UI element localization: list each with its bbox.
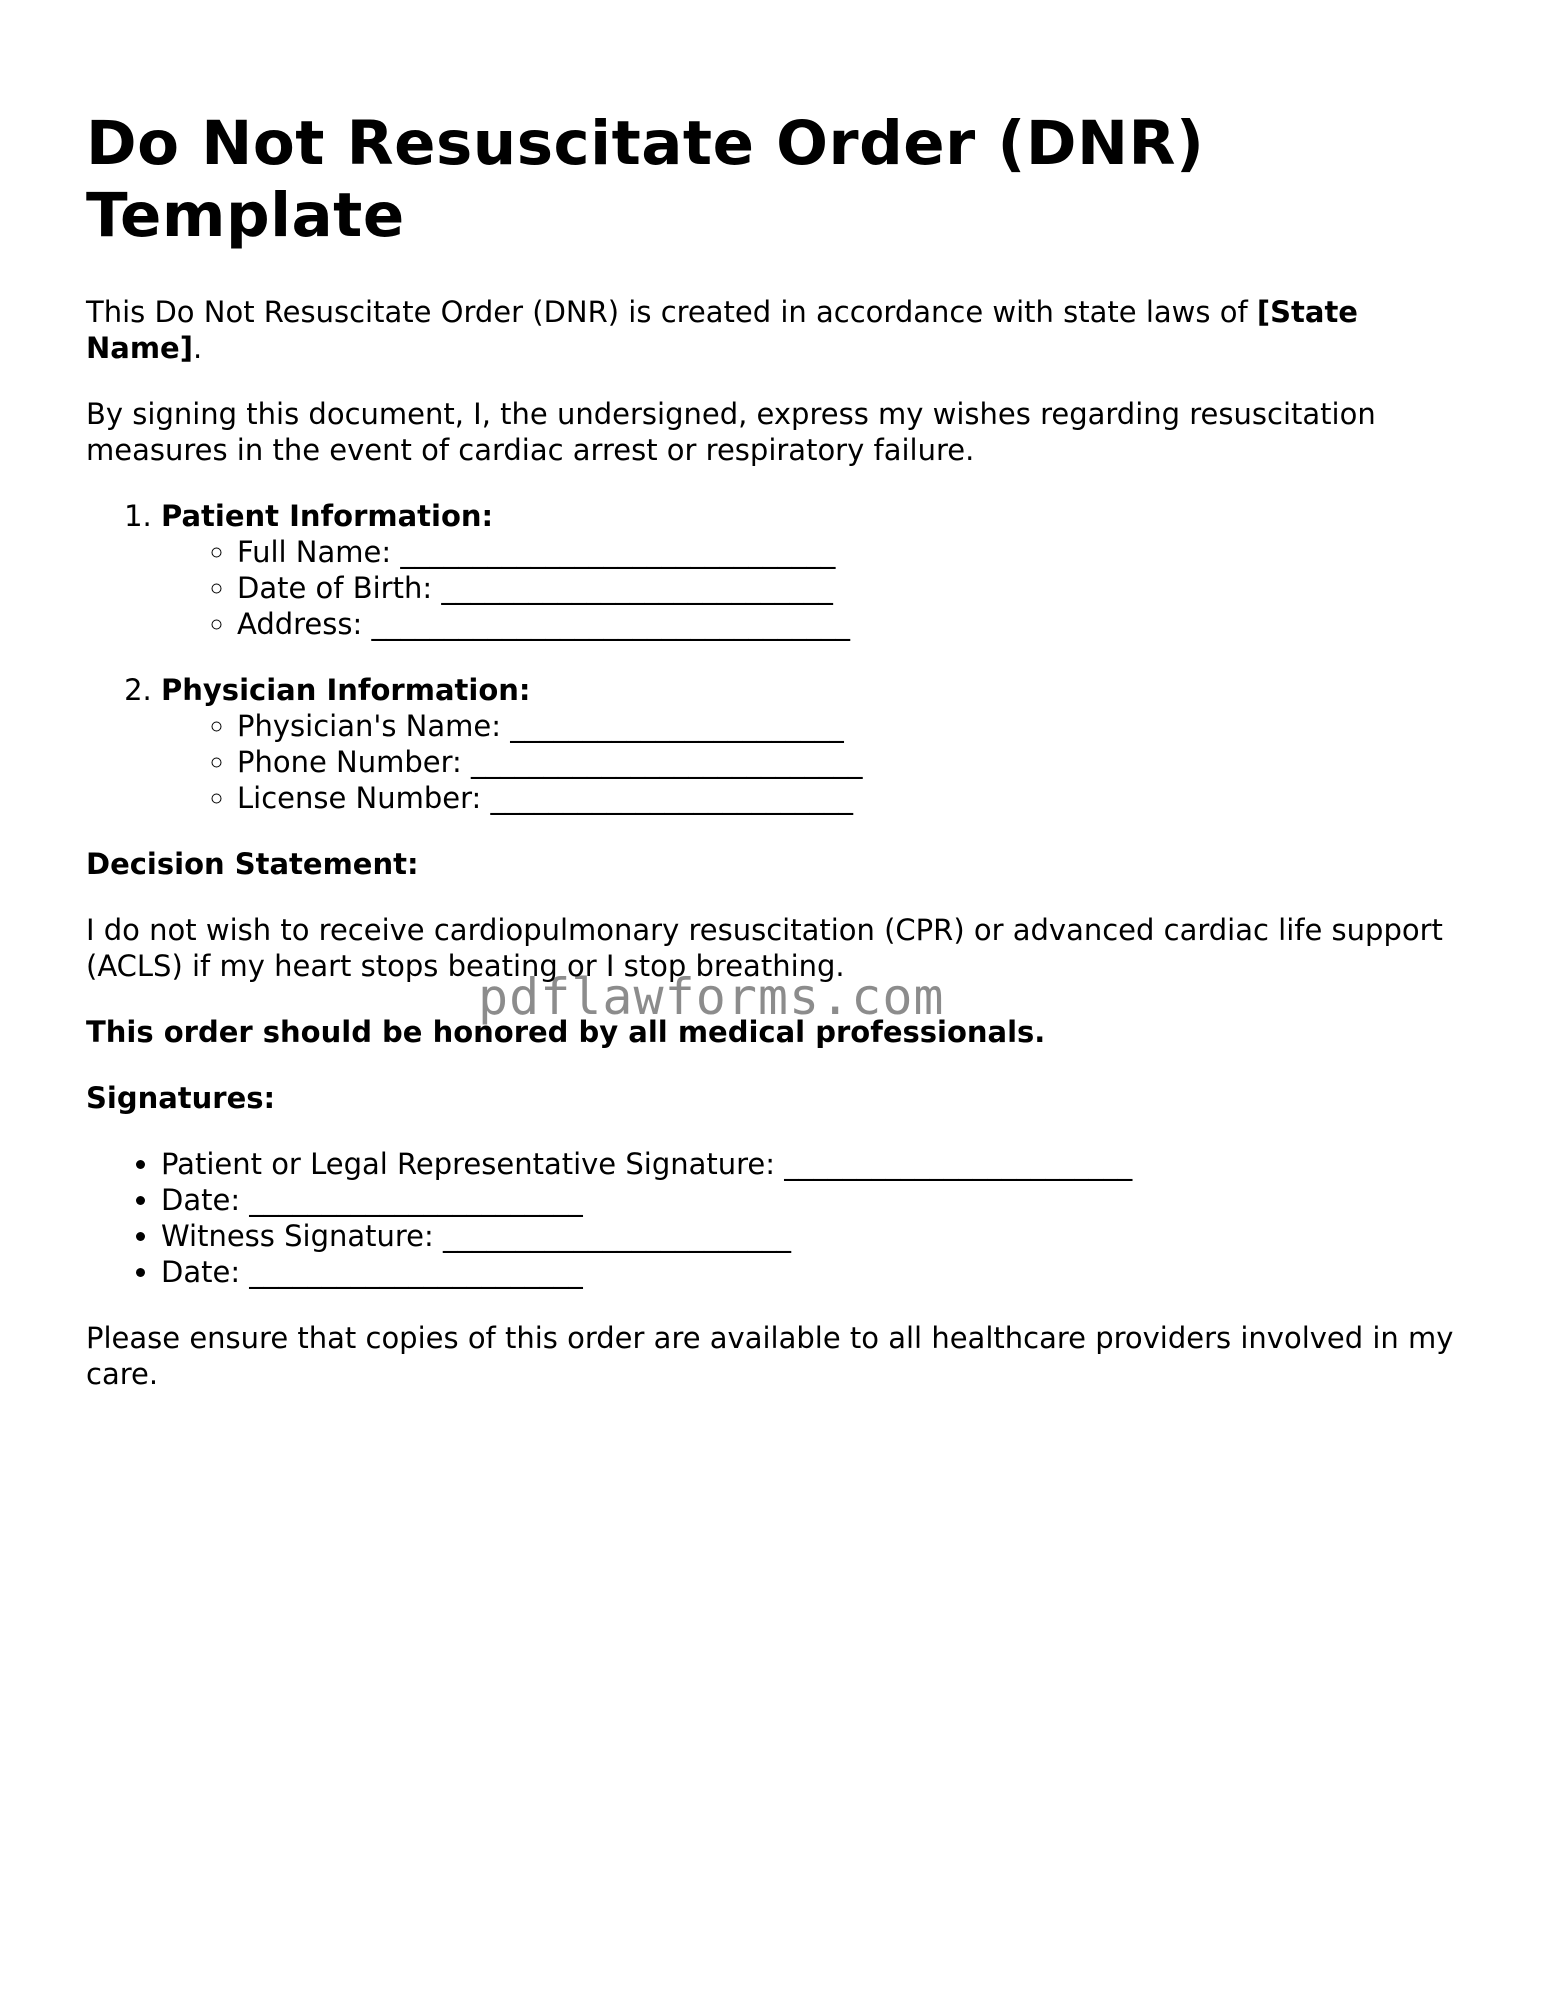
document-title: Do Not Resuscitate Order (DNR) Template bbox=[86, 108, 1205, 251]
intro-paragraph bbox=[86, 294, 1456, 366]
physician-information-section bbox=[161, 672, 1456, 816]
patient-signature-date-field: • Date: _______________________ bbox=[161, 1182, 1456, 1218]
patient-signature-field: • Patient or Legal Representative Signature: ________________________ bbox=[161, 1146, 1456, 1182]
decision-heading: Decision Statement: bbox=[86, 847, 419, 881]
date-of-birth-field: ◦ Date of Birth: ___________________________ bbox=[237, 570, 1456, 606]
section-heading: Physician Information: bbox=[161, 673, 531, 707]
signatures-heading: Signatures: bbox=[86, 1081, 276, 1115]
patient-fields bbox=[161, 534, 1456, 642]
physician-fields bbox=[161, 708, 1456, 816]
decision-text: I do not wish to receive cardiopulmonary resuscitation (CPR) or advanced cardiac life support (ACLS) if my heart stops beating or I stop breathing. bbox=[86, 913, 1443, 983]
state-name-placeholder: [State Name] bbox=[86, 295, 1358, 365]
license-number-field: ◦ License Number: _________________________ bbox=[237, 780, 1456, 816]
signature-list bbox=[86, 1146, 1456, 1290]
phone-number-field: ◦ Phone Number: ___________________________ bbox=[237, 744, 1456, 780]
intro-text: This Do Not Resuscitate Order (DNR) is created in accordance with state laws of bbox=[86, 295, 1257, 329]
physician-name-field: ◦ Physician's Name: _______________________ bbox=[237, 708, 1456, 744]
patient-information-section bbox=[161, 498, 1456, 642]
section-heading: Patient Information: bbox=[161, 499, 494, 533]
closing-paragraph: Please ensure that copies of this order are available to all healthcare providers involved in my care. bbox=[86, 1321, 1454, 1391]
intro-period: . bbox=[192, 331, 203, 365]
address-field: ◦ Address: _________________________________ bbox=[237, 606, 1456, 642]
honor-statement: This order should be honored by all medical professionals. bbox=[86, 1015, 1046, 1049]
information-sections bbox=[86, 498, 1456, 816]
statement-paragraph: By signing this document, I, the undersigned, express my wishes regarding resuscitation measures in the event of cardiac arrest or respiratory failure. bbox=[86, 397, 1376, 467]
witness-signature-date-field: • Date: _______________________ bbox=[161, 1254, 1456, 1290]
witness-signature-field: • Witness Signature: ________________________ bbox=[161, 1218, 1456, 1254]
document-page bbox=[86, 108, 1456, 1422]
watermark: pdflawforms.com bbox=[478, 968, 945, 1026]
full-name-field: ◦ Full Name: ______________________________ bbox=[237, 534, 1456, 570]
